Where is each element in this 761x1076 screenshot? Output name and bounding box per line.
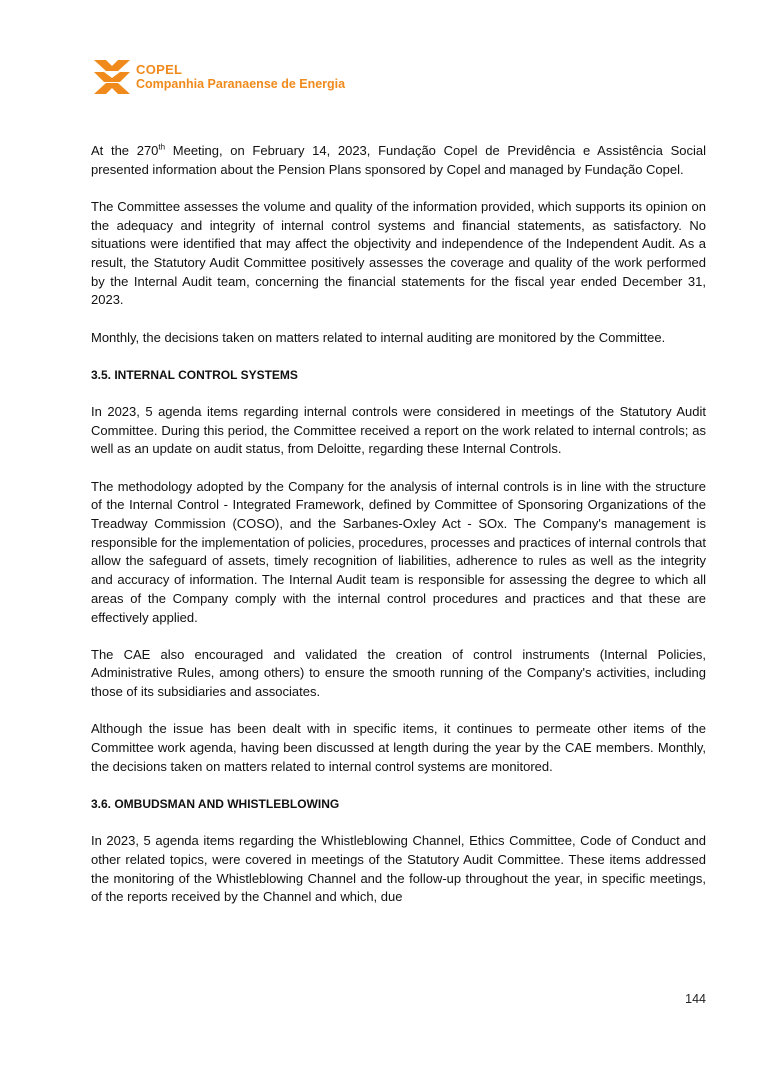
paragraph-committee-assessment: The Committee assesses the volume and quality of the information provided, which supports its opinion on the adequacy and integrity of internal control systems and financial statements, as satisfactory. No situations were identified that may affect the objectivity and independence of the Independent Audit. As a result, the Statutory Audit Committee positively assesses the coverage and quality of the work performed by the Internal Audit team, concerning the financial statements for the fiscal year ended December 31, 2023. (91, 198, 706, 308)
paragraph-work-agenda: Although the issue has been dealt with in specific items, it continues to permeate other items of the Committee work agenda, having been discussed at length during the year by the CAE members. Monthly, the decisions taken on matters related to internal control systems are monitored. (91, 721, 706, 774)
document-body (91, 142, 706, 926)
page-number: 144 (685, 992, 706, 1006)
paragraph-methodology: The methodology adopted by the Company for the analysis of internal controls is in line with the structure of the Internal Control - Integrated Framework, defined by Committee of Sponsoring Organizations of the Treadway Commission (COSO), and the Sarbanes-Oxley Act - SOx. The Company's management is responsible for the implementation of policies, procedures, processes and practices of internal controls that allow the safeguard of assets, timely recognition of liabilities, adherence to rules as well as the integrity and accuracy of information. The Internal Audit team is responsible for assessing the degree to which all areas of the Company comply with the internal control procedures and practices and that these are effectively applied. (91, 478, 706, 625)
header (94, 60, 345, 94)
paragraph-rest: Meeting, on February 14, 2023, Fundação Copel de Previdência e Assistência Social presented information about the Pension Plans sponsored by Copel and managed by Fundação Copel. (91, 143, 706, 177)
section-heading-internal-control: 3.5. INTERNAL CONTROL SYSTEMS (91, 367, 298, 382)
paragraph-internal-auditing: Monthly, the decisions taken on matters related to internal auditing are monitored by the Committee. (91, 329, 666, 345)
copel-logo-icon (94, 60, 130, 94)
section-heading-ombudsman: 3.6. OMBUDSMAN AND WHISTLEBLOWING (91, 796, 340, 811)
paragraph-lead: At the 270 (91, 143, 159, 158)
paragraph-pension-plans (91, 142, 706, 179)
company-name: Companhia Paranaense de Energia (136, 77, 346, 91)
paragraph-control-instruments: The CAE also encouraged and validated the creation of control instruments (Internal Policies, Administrative Rules, among others) to ensure the smooth running of the Company's activities, including those of its subsidiaries and associates. (91, 646, 706, 700)
brand-name: COPEL (136, 62, 183, 77)
ordinal-suffix: th (158, 142, 166, 152)
logo-text (136, 63, 345, 91)
paragraph-internal-controls-2023: In 2023, 5 agenda items regarding internal controls were considered in meetings of the Statutory Audit Committee. During this period, the Committee received a report on the work related to internal controls; as well as an update on audit status, from Deloitte, regarding these Internal Controls. (91, 404, 706, 457)
paragraph-whistleblowing: In 2023, 5 agenda items regarding the Whistleblowing Channel, Ethics Committee, Code of Conduct and other related topics, were covered in meetings of the Statutory Audit Committee. These items addressed the monitoring of the Whistleblowing Channel and the follow-up throughout the year, in specific meetings, of the reports received by the Channel and which, due (91, 833, 706, 905)
